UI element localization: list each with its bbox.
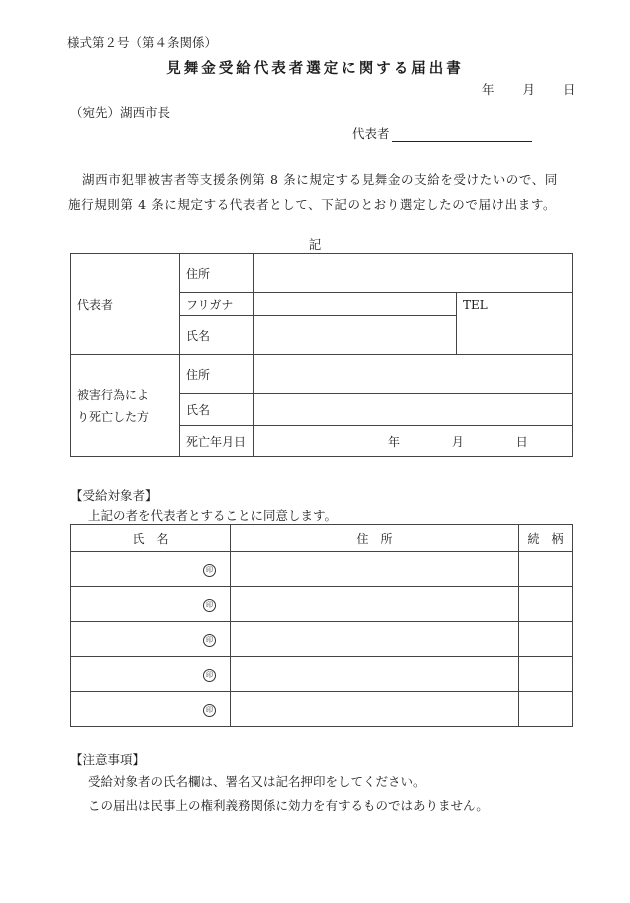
recipients-heading: 【受給対象者】	[70, 488, 158, 503]
rep-name-field[interactable]	[254, 316, 457, 355]
rep-address-label: 住所	[180, 254, 254, 293]
seal-icon: 印	[203, 564, 216, 577]
body-text	[68, 167, 568, 217]
note-item: 受給対象者の氏名欄は、署名又は記名押印をしてください。	[88, 774, 426, 789]
deceased-address-label: 住所	[180, 355, 254, 394]
consent-text: 上記の者を代表者とすることに同意します。	[88, 508, 338, 523]
death-date-label: 死亡年月日	[180, 426, 254, 457]
death-date-month: 月	[451, 434, 464, 449]
addressee: （宛先）湖西市長	[70, 105, 171, 120]
recipient-relation-field[interactable]	[519, 692, 573, 727]
deceased-group-label	[71, 355, 180, 457]
form-number: 様式第２号（第４条関係）	[67, 35, 218, 50]
recipients-body	[71, 552, 573, 727]
recipient-address-field[interactable]	[231, 552, 519, 587]
date-line	[472, 80, 576, 98]
recipient-row	[71, 622, 573, 657]
recipient-name-field[interactable]	[71, 657, 231, 692]
seal-icon: 印	[203, 634, 216, 647]
deceased-address-field[interactable]	[254, 355, 573, 394]
recipient-address-field[interactable]	[231, 587, 519, 622]
rep-tel-cell[interactable]	[457, 293, 573, 355]
representative-label: 代表者	[352, 126, 390, 141]
rep-name-label: 氏名	[180, 316, 254, 355]
deceased-group-label-text: 被害行為により死亡した方	[77, 387, 150, 424]
representative-field[interactable]	[392, 128, 532, 142]
date-month: 月	[522, 82, 536, 97]
rep-address-field[interactable]	[254, 254, 573, 293]
form-title: 見舞金受給代表者選定に関する届出書	[166, 60, 464, 77]
rep-furigana-label: フリガナ	[180, 293, 254, 316]
recipients-header-name: 氏 名	[71, 525, 231, 552]
representative-table	[70, 253, 573, 457]
recipient-row	[71, 587, 573, 622]
recipient-address-field[interactable]	[231, 622, 519, 657]
ki-heading: 記	[308, 237, 322, 252]
recipient-row	[71, 657, 573, 692]
recipient-row	[71, 692, 573, 727]
note-item: この届出は民事上の権利義務関係に効力を有するものではありません。	[88, 798, 489, 813]
seal-icon: 印	[203, 599, 216, 612]
recipient-name-field[interactable]	[71, 692, 231, 727]
representative-group-label: 代表者	[71, 254, 180, 355]
seal-icon: 印	[203, 669, 216, 682]
recipient-relation-field[interactable]	[519, 657, 573, 692]
notes-heading: 【注意事項】	[70, 752, 146, 767]
rep-furigana-field[interactable]	[254, 293, 457, 316]
death-date-year: 年	[388, 434, 401, 449]
recipient-address-field[interactable]	[231, 692, 519, 727]
recipient-relation-field[interactable]	[519, 552, 573, 587]
recipient-relation-field[interactable]	[519, 587, 573, 622]
deceased-name-field[interactable]	[254, 394, 573, 426]
representative-signature-line	[352, 124, 532, 142]
recipients-header-address: 住 所	[231, 525, 519, 552]
recipient-row	[71, 552, 573, 587]
date-year: 年	[482, 82, 495, 97]
recipient-name-field[interactable]	[71, 552, 231, 587]
seal-icon: 印	[203, 704, 216, 717]
date-day: 日	[563, 82, 576, 97]
rep-tel-label: TEL	[463, 298, 488, 312]
death-date-day: 日	[515, 434, 528, 449]
recipient-name-field[interactable]	[71, 622, 231, 657]
recipients-table	[70, 524, 573, 727]
body-paragraph: 湖西市犯罪被害者等支援条例第 8 条に規定する見舞金の支給を受けたいので、同施行規則第 4 条に規定する代表者として、下記のとおり選定したので届け出ます。	[68, 172, 558, 212]
recipients-header-relation: 続 柄	[519, 525, 573, 552]
death-date-field[interactable]	[254, 426, 573, 457]
recipient-relation-field[interactable]	[519, 622, 573, 657]
recipient-name-field[interactable]	[71, 587, 231, 622]
recipient-address-field[interactable]	[231, 657, 519, 692]
deceased-name-label: 氏名	[180, 394, 254, 426]
